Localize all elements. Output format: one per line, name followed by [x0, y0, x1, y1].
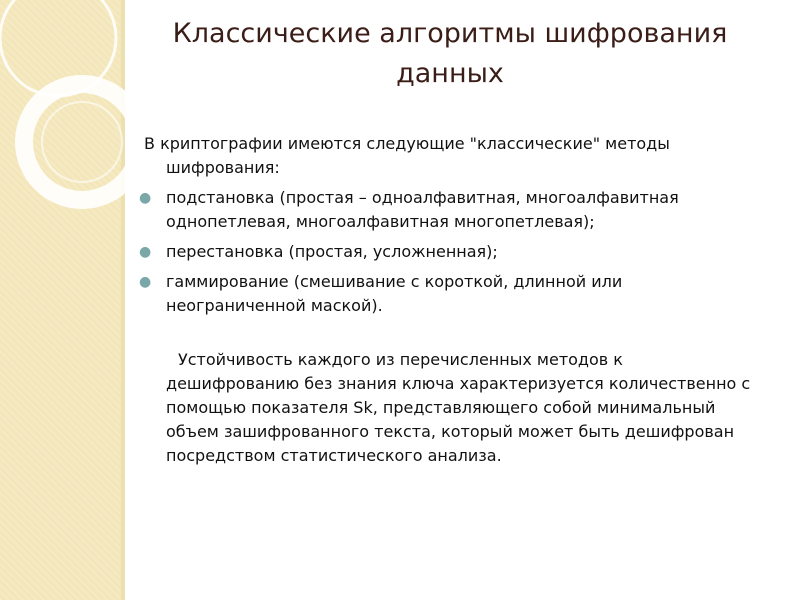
resistance-paragraph [140, 348, 760, 468]
bullet-item [140, 186, 760, 234]
bullet-icon: ● [139, 274, 152, 290]
bullet-icon: ● [139, 190, 152, 206]
bullet-icon: ● [139, 244, 152, 260]
bullet-text: подстановка (простая – одноалфавитная, многоалфавитная однопетлевая, многоалфавитная многопетлевая); [166, 188, 679, 231]
bullet-item [140, 240, 760, 264]
slide-content [140, 132, 760, 468]
bullet-text: перестановка (простая, усложненная); [166, 242, 498, 261]
bullet-list [140, 186, 760, 318]
bullet-item [140, 270, 760, 318]
intro-text: В криптографии имеются следующие "классические" методы шифрования: [144, 134, 670, 177]
resistance-paragraph-text: Устойчивость каждого из перечисленных методов к дешифрованию без знания ключа характеризуется количественно с помощью показателя Sk, представляющего собой минимальный объем зашифрованного текста, который может быть дешифрован посредством статистического анализа. [166, 350, 751, 465]
decorative-circles [0, 0, 130, 240]
slide-title: Классические алгоритмы шифрования данных [172, 18, 728, 89]
bullet-text: гаммирование (смешивание с короткой, длинной или неограниченной маской). [166, 272, 623, 315]
